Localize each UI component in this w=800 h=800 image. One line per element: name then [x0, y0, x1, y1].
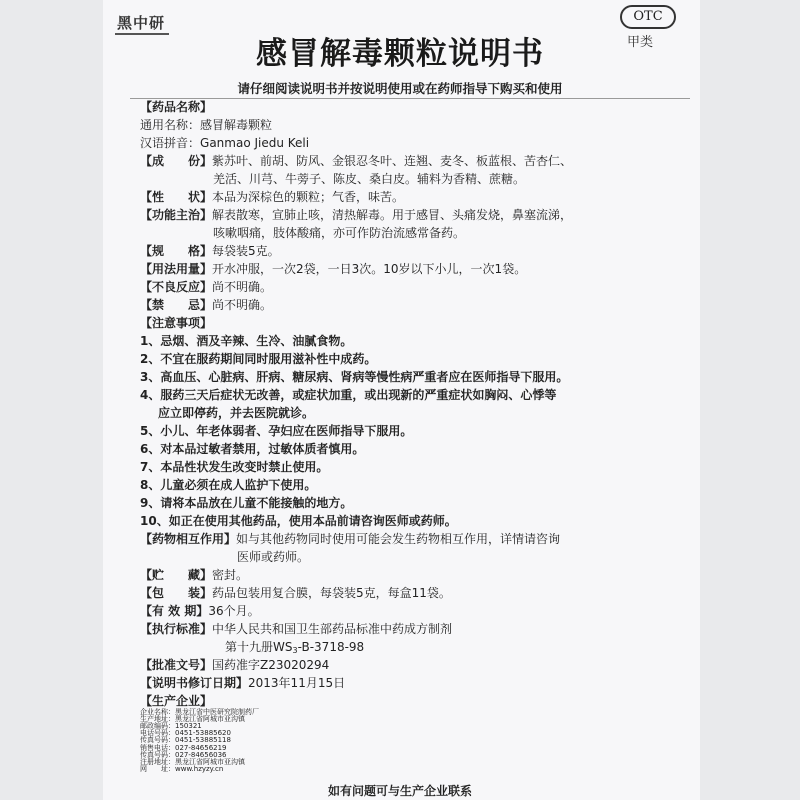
precaution-item: 10、如正在使用其他药品，使用本品前请咨询医师或药师。: [140, 514, 457, 528]
adverse-label: 【不良反应】: [140, 280, 213, 294]
indications-label: 【功能主治】: [140, 208, 213, 222]
revision-value: 2013年11月15日: [248, 676, 346, 690]
drug-name-header: 【药品名称】: [140, 100, 213, 114]
revision-row: [140, 675, 345, 691]
precaution-item: 8、儿童必须在成人监护下使用。: [140, 478, 317, 492]
ingredients-row-cont: [213, 171, 525, 187]
fax-label: 传真号码：: [140, 736, 175, 745]
manufacturer-address-label: 生产地址：: [140, 715, 175, 724]
manufacturer-name-value: 黑龙江省中医研究院制药厂: [175, 708, 259, 716]
otc-category: 甲类: [627, 35, 654, 50]
dosage-row: [140, 261, 526, 277]
standard-label: 【执行标准】: [140, 622, 213, 636]
standard-value-sub: 3: [292, 646, 298, 655]
divider: [130, 98, 690, 99]
package-row: [140, 585, 451, 601]
manufacturer-address-value: 黑龙江省阿城市亚沟镇: [175, 715, 245, 724]
approval-value: 国药准字Z23020294: [212, 658, 330, 672]
manufacturer-name-label: 企业名称：: [140, 708, 175, 716]
common-name-value: 感冒解毒颗粒: [200, 118, 273, 132]
reading-notice: 请仔细阅读说明书并按说明使用或在药师指导下购买和使用: [237, 81, 563, 96]
registered-address-value: 黑龙江省阿城市亚沟镇: [175, 757, 245, 766]
dosage-value: 开水冲服，一次2袋，一日3次。10岁以下小儿，一次1袋。: [212, 262, 527, 276]
approval-row: [140, 657, 329, 673]
manufacturer-header: 【生产企业】: [140, 694, 213, 708]
website-label: 网 址：: [140, 764, 175, 773]
spec-row: [140, 243, 280, 259]
sales-fax-value: 027-84656036: [175, 750, 227, 759]
brand-logo: 黑中研: [115, 13, 169, 35]
contraindications-row: [140, 297, 272, 313]
precaution-item: 2、不宜在服药期间同时服用滋补性中成药。: [140, 352, 377, 366]
footer-notice: 如有问题可与生产企业联系: [327, 784, 472, 798]
common-name-row: [140, 117, 272, 133]
common-name-label: 通用名称：: [140, 118, 201, 132]
phone-label: 电话号码：: [140, 729, 175, 738]
standard-row: [140, 621, 452, 637]
interactions-label: 【药物相互作用】: [140, 532, 237, 546]
validity-label: 【有 效 期】: [140, 604, 209, 618]
package-label: 【包 装】: [140, 586, 213, 600]
website-value: www.hzyzy.cn: [175, 764, 224, 773]
otc-badge: OTC: [620, 5, 676, 29]
dosage-label: 【用法用量】: [140, 262, 213, 276]
postcode-label: 邮政编码：: [140, 722, 175, 731]
precautions-header: 【注意事项】: [140, 316, 213, 330]
spec-label: 【规 格】: [140, 244, 213, 258]
storage-row: [140, 567, 248, 583]
package-value: 药品包装用复合膜，每袋装5克，每盒11袋。: [212, 586, 451, 600]
spec-value: 每袋装5克。: [212, 244, 280, 258]
precaution-item: 5、小儿、年老体弱者、孕妇应在医师指导下服用。: [140, 424, 413, 438]
standard-value-1: 中华人民共和国卫生部药品标准中药成方制剂: [212, 622, 453, 636]
sales-fax-label: 传真号码：: [140, 750, 175, 759]
indications-row-cont: [213, 225, 465, 241]
sales-phone-value: 027-84656219: [175, 743, 227, 752]
approval-label: 【批准文号】: [140, 658, 213, 672]
interactions-value-1: 如与其他药物同时使用可能会发生药物相互作用，详情请咨询: [236, 532, 561, 546]
registered-address-label: 注册地址：: [140, 757, 175, 766]
fax-value: 0451-53885118: [175, 736, 231, 745]
indications-row: [140, 207, 572, 223]
storage-label: 【贮 藏】: [140, 568, 213, 582]
website-row: [140, 766, 223, 773]
interactions-row: [140, 531, 560, 547]
storage-value: 密封。: [212, 568, 249, 582]
manufacturer-section: [140, 693, 212, 709]
properties-row: [140, 189, 404, 205]
pinyin-label: 汉语拼音：: [140, 136, 201, 150]
sales-phone-label: 销售电话：: [140, 743, 175, 752]
precaution-item: 9、请将本品放在儿童不能接触的地方。: [140, 496, 353, 510]
pinyin-row: [140, 135, 309, 151]
properties-value: 本品为深棕色的颗粒；气香，味苦。: [212, 190, 405, 204]
precaution-item: 7、本品性状发生改变时禁止使用。: [140, 460, 329, 474]
adverse-row: [140, 279, 272, 295]
phone-value: 0451-53885620: [175, 729, 231, 738]
postcode-value: 150321: [175, 722, 202, 731]
precaution-item: 1、忌烟、酒及辛辣、生冷、油腻食物。: [140, 334, 353, 348]
interactions-row-cont: [237, 549, 309, 565]
contraindications-value: 尚不明确。: [212, 298, 273, 312]
ingredients-row: [140, 153, 572, 169]
precautions-section: [140, 315, 212, 331]
ingredients-value-1: 紫苏叶、前胡、防风、金银忍冬叶、连翘、麦冬、板蓝根、苦杏仁、: [212, 154, 573, 168]
precaution-item-cont: 应立即停药，并去医院就诊。: [158, 406, 315, 420]
validity-row: [140, 603, 260, 619]
ingredients-label: 【成 份】: [140, 154, 213, 168]
document-title: 感冒解毒颗粒说明书: [256, 36, 544, 72]
drug-name-section: [140, 99, 212, 115]
standard-value-2a: 第十九册WS: [225, 640, 293, 654]
validity-value: 36个月。: [208, 604, 260, 618]
indications-value-2: 咳嗽咽痛，肢体酸痛，亦可作防治流感常备药。: [213, 226, 466, 240]
standard-value-2b: -B-3718-98: [297, 640, 365, 654]
precaution-item: 6、对本品过敏者禁用，过敏体质者慎用。: [140, 442, 365, 456]
standard-row-cont: [225, 639, 364, 659]
revision-label: 【说明书修订日期】: [140, 676, 249, 690]
interactions-value-2: 医师或药师。: [237, 550, 310, 564]
pinyin-value: Ganmao Jiedu Keli: [200, 136, 310, 150]
precaution-item: 4、服药三天后症状无改善，或症状加重，或出现新的严重症状如胸闷、心悸等: [140, 388, 557, 402]
indications-value-1: 解表散寒，宣肺止咳，清热解毒。用于感冒、头痛发烧，鼻塞流涕，: [212, 208, 573, 222]
contraindications-label: 【禁 忌】: [140, 298, 213, 312]
properties-label: 【性 状】: [140, 190, 213, 204]
adverse-value: 尚不明确。: [212, 280, 273, 294]
ingredients-value-2: 羌活、川芎、牛蒡子、陈皮、桑白皮。辅料为香精、蔗糖。: [213, 172, 526, 186]
precaution-item: 3、高血压、心脏病、肝病、糖尿病、肾病等慢性病严重者应在医师指导下服用。: [140, 370, 569, 384]
